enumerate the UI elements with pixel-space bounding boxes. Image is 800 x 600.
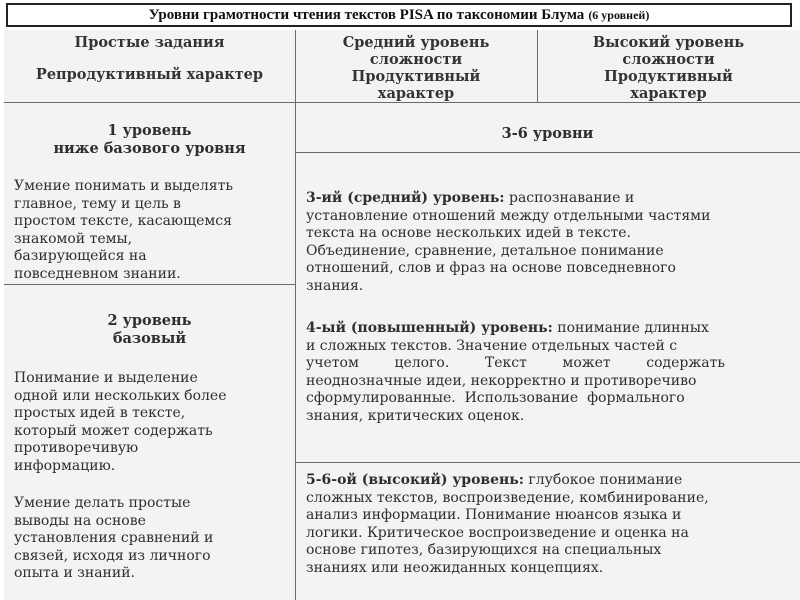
level4-line: знания, критических оценок.	[306, 407, 525, 424]
level1-line: базирующейся на	[14, 248, 147, 264]
level2-line: Понимание и выделение	[14, 370, 198, 386]
level2-line: одной или нескольких более	[14, 387, 227, 404]
scanned-table	[4, 30, 800, 600]
level4-label: 4-ый (повышенный) уровень:	[306, 320, 553, 336]
level5-6-label: 5-6-ой (высокий) уровень:	[306, 472, 524, 488]
title-main: Уровни грамотности чтения текстов PISA по таксономии Блума	[148, 6, 585, 23]
header-simple-tasks	[4, 34, 295, 83]
header-col1-line2: Репродуктивный характер	[35, 66, 264, 83]
level1-line: простом тексте, касающемся	[14, 213, 232, 229]
level2-title	[4, 312, 295, 348]
level1-title-line2: ниже базового уровня	[53, 140, 246, 157]
level2-title-line2: базовый	[112, 330, 187, 347]
level5-6-line: основе гипотез, базирующихся на специальных	[306, 542, 662, 558]
level1-text	[14, 178, 290, 283]
level5-6-line: глубокое понимание	[523, 472, 683, 488]
header-col2-line3: Продуктивный	[351, 68, 481, 85]
level1-line: знакомой темы,	[14, 230, 133, 247]
level4-block	[306, 320, 794, 425]
level-divider	[4, 284, 295, 285]
level1-line: Умение понимать и выделять	[14, 178, 233, 194]
level2b-line: выводы на основе	[14, 512, 146, 529]
level1-line: повседневном знании.	[14, 265, 181, 282]
level2b-line: связей, исходя из личного	[14, 547, 211, 564]
level3-line: отношений, слов и фраз на основе повседневного	[306, 260, 676, 276]
header-medium-level	[295, 34, 537, 102]
level3-line: установление отношений между отдельными частями	[306, 207, 711, 224]
page-title	[6, 3, 792, 27]
level3-line: распознавание и	[504, 190, 635, 206]
level2-line: простых идей в тексте,	[14, 405, 186, 421]
level5-6-block	[306, 472, 794, 577]
range-divider	[295, 152, 800, 153]
level2b-line: установления сравнений и	[14, 530, 214, 546]
left-column-divider	[295, 30, 296, 600]
level2-text-conclusions	[14, 495, 290, 583]
header-divider	[4, 102, 800, 103]
level1-line: главное, тему и цель в	[14, 195, 181, 212]
level4-line: понимание длинных	[552, 320, 709, 336]
level2-line: который может содержать	[14, 422, 213, 439]
level3-line: знания.	[306, 277, 364, 294]
level4-line: учетом целого. Текст может содержать	[306, 355, 725, 371]
header-col1-line1: Простые задания	[74, 34, 225, 51]
level4-line: сформулированные. Использование формального	[306, 390, 685, 406]
level2-line: информацию.	[14, 457, 116, 474]
level2b-line: Умение делать простые	[14, 495, 191, 511]
header-col2-line2: сложности	[369, 51, 463, 68]
header-high-level	[537, 34, 800, 102]
level3-line: Объединение, сравнение, детальное понимание	[306, 242, 664, 259]
header-col2-line4: характер	[377, 85, 455, 102]
header-col3-line1: Высокий уровень	[592, 34, 745, 51]
level5-6-line: логики. Критическое воспроизведение и оценка на	[306, 524, 689, 541]
level5-6-line: знаниях или неожиданных концепциях.	[306, 559, 604, 576]
header-col3-line2: сложности	[622, 51, 715, 68]
level2-text	[14, 370, 290, 475]
level2-title-line1: 2 уровень	[107, 312, 192, 329]
right-divider	[295, 462, 800, 463]
level1-title-line1: 1 уровень	[107, 122, 192, 139]
level2b-line: опыта и знаний.	[14, 565, 135, 581]
level3-label: 3-ий (средний) уровень:	[306, 190, 505, 206]
level4-line: и сложных текстов. Значение отдельных частей с	[306, 337, 678, 354]
header-col2-line1: Средний уровень	[342, 34, 490, 51]
level5-6-line: анализ информации. Понимание нюансов языка и	[306, 507, 682, 523]
level3-line: текста на основе нескольких идей в тексте.	[306, 225, 631, 241]
header-col3-line3: Продуктивный	[604, 68, 733, 85]
header-col3-line4: характер	[630, 85, 707, 102]
range-title: 3-6 уровни	[501, 125, 594, 142]
level2-line: противоречивую	[14, 440, 139, 456]
title-note: (6 уровней)	[588, 7, 650, 22]
level5-6-line: сложных текстов, воспроизведение, комбинирование,	[306, 489, 709, 506]
level3-block	[306, 190, 794, 295]
level1-title	[4, 122, 295, 158]
level4-line: неоднозначные идеи, некорректно и противоречиво	[306, 372, 697, 389]
